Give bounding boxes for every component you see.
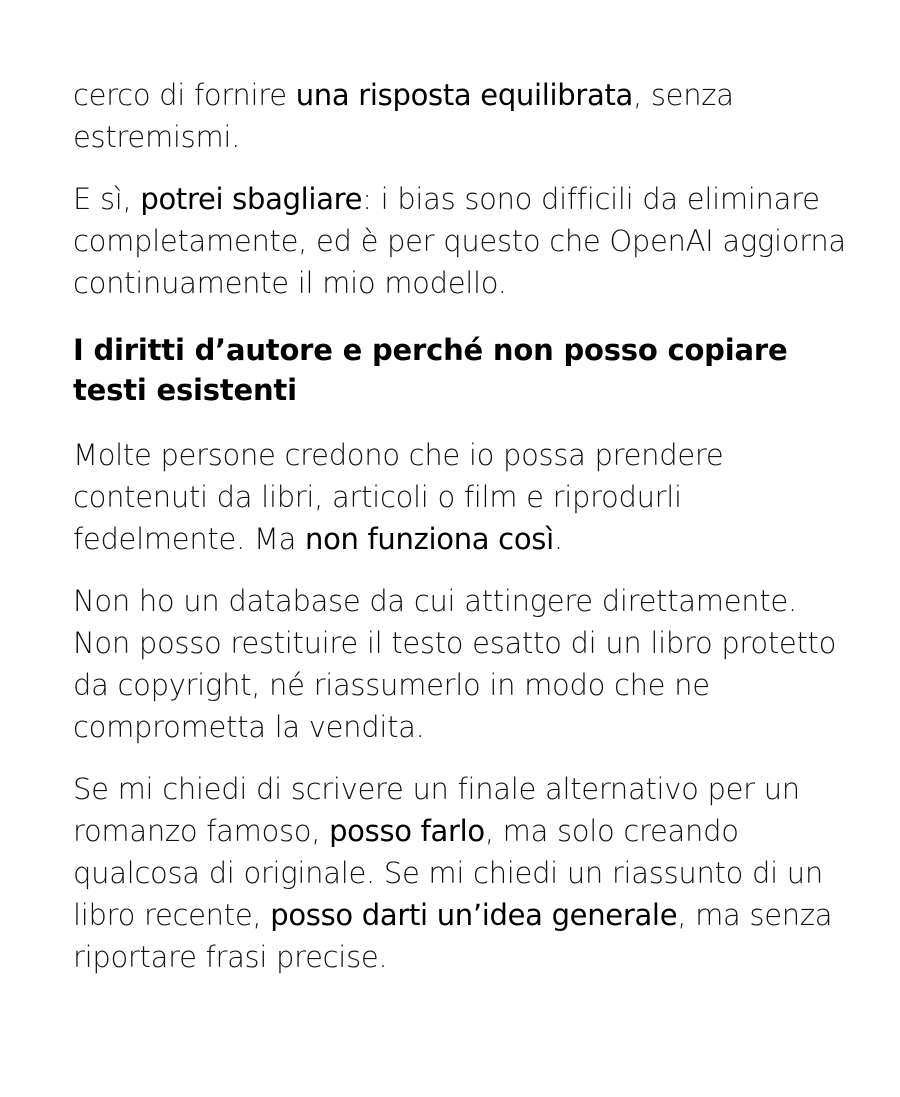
paragraph-misconception (73, 434, 853, 560)
emphasis-text: posso farlo (329, 814, 485, 848)
paragraph-alternative-ending (73, 768, 853, 978)
emphasis-text: potrei sbagliare (140, 182, 363, 216)
paragraph-text: E sì, (73, 182, 141, 216)
paragraph-balanced-answer (73, 74, 853, 158)
emphasis-text: una risposta equilibrata (295, 78, 634, 112)
paragraph-text: . (553, 522, 563, 556)
paragraph-text: : i bias sono difficili da eliminare completamente, ed è per questo che OpenAI aggiorna continuamente il mio modello. (73, 182, 846, 300)
paragraph-text: Se mi chiedi di scrivere un finale alternativo per un romanzo famoso, (73, 772, 800, 848)
paragraph-bias (73, 178, 853, 304)
paragraph-text: Molte persone credono che io possa prendere contenuti da libri, articoli o film e riprodurli fedelmente. Ma (73, 438, 724, 556)
book-page (73, 74, 853, 978)
emphasis-text: non funziona così (305, 522, 554, 556)
paragraph-text: , senza estremismi. (73, 78, 734, 154)
paragraph-text: , ma senza riportare frasi precise. (73, 898, 833, 974)
emphasis-text: posso darti un’idea generale (270, 898, 678, 932)
paragraph-text: cerco di fornire (73, 78, 296, 112)
paragraph-no-database: Non ho un database da cui attingere direttamente. Non posso restituire il testo esatto di un libro protetto da copyright, né riassumerlo in modo che ne comprometta la vendita. (73, 584, 837, 744)
section-heading: I diritti d’autore e perché non posso copiare testi esistenti (73, 333, 788, 407)
paragraph-text: , ma solo creando qualcosa di originale. Se mi chiedi un riassunto di un libro recente, (73, 814, 823, 932)
